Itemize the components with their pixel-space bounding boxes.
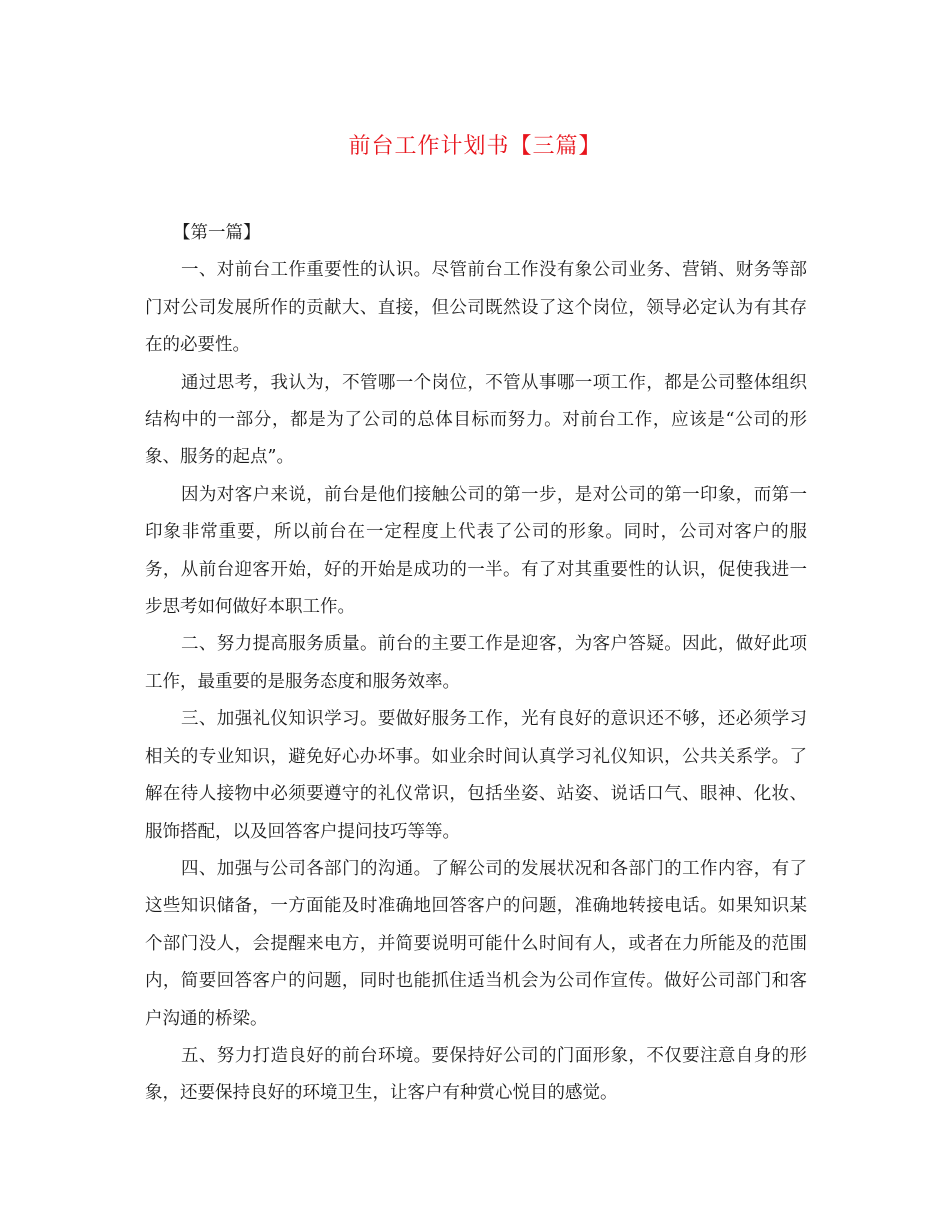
document-title: 前台工作计划书【三篇】 [348, 134, 602, 159]
paragraph-reflection: 通过思考，我认为，不管哪一个岗位，不管从事哪一项工作，都是公司整体组织结构中的一部分，都是为了公司的总体目标而努力。对前台工作，应该是“公司的形象、服务的起点”。 [145, 372, 807, 468]
paragraph-importance: 一、对前台工作重要性的认识。尽管前台工作没有象公司业务、营销、财务等部门对公司发展所作的贡献大、直接，但公司既然设了这个岗位，领导必定认为有其存在的必要性。 [145, 260, 807, 356]
section-heading: 【第一篇】 [173, 223, 261, 243]
document-body [145, 215, 807, 1113]
paragraph-etiquette: 三、加强礼仪知识学习。要做好服务工作，光有良好的意识还不够，还必须学习相关的专业知识，避免好心办坏事。如业余时间认真学习礼仪知识，公共关系学。了解在待人接物中必须要遵守的礼仪常识，包括坐姿、站姿、说话口气、眼神、化妆、服饰搭配，以及回答客户提问技巧等等。 [145, 709, 807, 842]
paragraph-environment: 五、努力打造良好的前台环境。要保持好公司的门面形象，不仅要注意自身的形象，还要保持良好的环境卫生，让客户有种赏心悦目的感觉。 [145, 1045, 807, 1104]
paragraph-service-quality: 二、努力提高服务质量。前台的主要工作是迎客，为客户答疑。因此，做好此项工作，最重要的是服务态度和服务效率。 [145, 634, 807, 692]
paragraph-first-impression: 因为对客户来说，前台是他们接触公司的第一步，是对公司的第一印象，而第一印象非常重要，所以前台在一定程度上代表了公司的形象。同时，公司对客户的服务，从前台迎客开始，好的开始是成功的一半。有了对其重要性的认识，促使我进一步思考如何做好本职工作。 [145, 484, 807, 618]
paragraph-communication: 四、加强与公司各部门的沟通。了解公司的发展状况和各部门的工作内容，有了这些知识储备，一方面能及时准确地回答客户的问题，准确地转接电话。如果知识某个部门没人，会提醒来电方，并简要说明可能什么时间有人，或者在力所能及的范围内，简要回答客户的问题，同时也能抓住适当机会为公司作宣传。做好公司部门和客户沟通的桥梁。 [145, 858, 807, 1029]
